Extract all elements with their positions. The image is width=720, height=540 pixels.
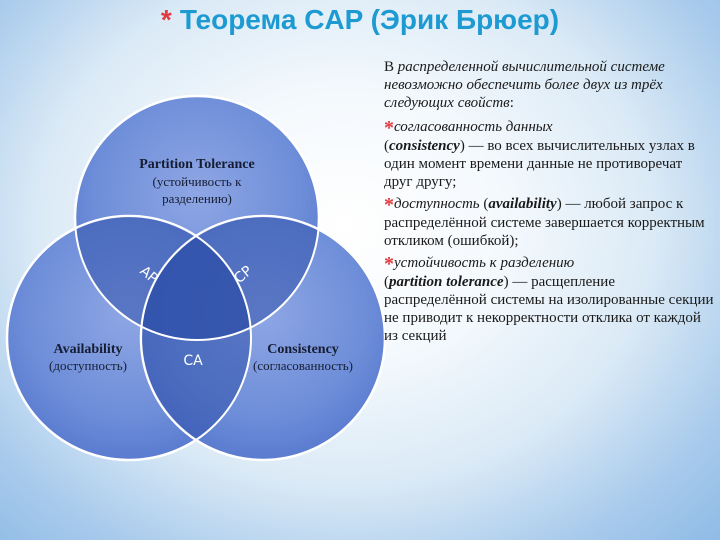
availability-title: Availability xyxy=(53,342,123,357)
intro-prefix: В xyxy=(384,59,398,75)
property-keyword: partition tolerance xyxy=(389,274,504,290)
bullet-star: * xyxy=(384,117,394,139)
pair-label-ap: AP xyxy=(136,263,161,287)
title-bullet: * xyxy=(160,4,172,35)
property-rest: ) — любой запрос к распределённой системе завершается корректным откликом (ошибкой); xyxy=(384,196,705,249)
property-open: ( xyxy=(384,274,389,290)
intro-italic: распределенной вычислительной системе невозможно обеспечить более двух из трёх следующих свойств xyxy=(384,59,665,111)
property-keyword: consistency xyxy=(389,138,460,154)
property-open: ( xyxy=(479,196,489,212)
bullet-star: * xyxy=(384,253,394,275)
property-open: ( xyxy=(384,138,389,154)
title-text: Теорема CAP (Эрик Брюер) xyxy=(179,4,560,35)
cap-description xyxy=(384,58,714,349)
pair-label-cp: CP xyxy=(231,262,256,287)
intro-paragraph xyxy=(384,58,714,112)
property-keyword: availability xyxy=(488,196,557,212)
property-consistency xyxy=(384,118,714,191)
property-term: доступность xyxy=(394,196,480,212)
consistency-title: Consistency xyxy=(267,342,339,357)
property-term: согласованность данных xyxy=(394,119,553,135)
property-partition-tolerance xyxy=(384,254,714,345)
pair-label-ca: CA xyxy=(183,353,203,369)
intro-suffix: : xyxy=(509,95,514,111)
property-term: устойчивость к разделению xyxy=(394,255,575,271)
property-rest: ) — расщепление распределённой системы на изолированные секции не приводит к некорректности отклика от каждой из секций xyxy=(384,274,714,344)
consistency-subtitle: (согласованность) xyxy=(253,358,353,373)
partition-tolerance-subtitle-1: (устойчивость к xyxy=(152,174,242,189)
property-availability xyxy=(384,195,714,250)
property-rest: ) — во всех вычислительных узлах в один момент времени данные не противоречат друг другу; xyxy=(384,138,695,190)
partition-tolerance-title: Partition Tolerance xyxy=(139,157,255,172)
bullet-star: * xyxy=(384,194,394,216)
availability-subtitle: (доступность) xyxy=(49,358,127,373)
partition-tolerance-subtitle-2: разделению) xyxy=(162,191,232,206)
